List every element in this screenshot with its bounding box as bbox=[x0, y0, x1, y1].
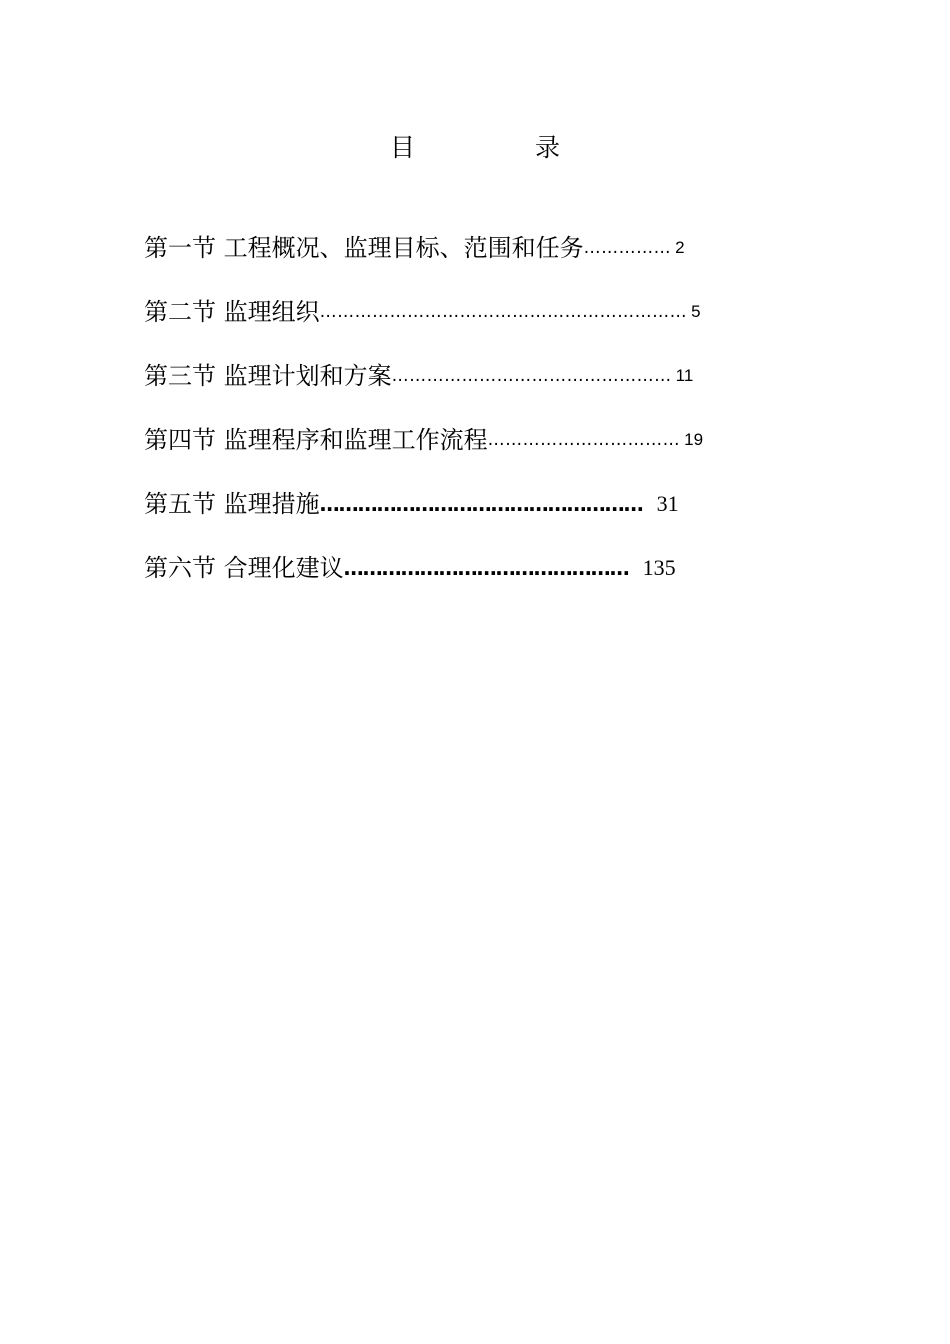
toc-entry-label: 第六节 合理化建议 bbox=[144, 554, 344, 582]
toc-entry-leader: ……………………………………………………… bbox=[319, 302, 688, 322]
toc-entry-page: 11 bbox=[675, 366, 694, 385]
toc-entry-label: 第一节 工程概况、监理目标、范围和任务 bbox=[144, 234, 584, 262]
toc-entry[interactable] bbox=[144, 292, 701, 332]
toc-entry-page: 5 bbox=[691, 302, 701, 321]
toc-entry-leader: …………………………………………… bbox=[319, 492, 643, 516]
toc-entry-label: 第二节 监理组织 bbox=[144, 298, 320, 326]
toc-entry-page: 135 bbox=[642, 555, 676, 580]
toc-entry[interactable] bbox=[144, 228, 685, 268]
toc-entry-label: 第三节 监理计划和方案 bbox=[144, 362, 392, 390]
toc-entry[interactable] bbox=[144, 548, 676, 588]
toc-entry[interactable] bbox=[144, 420, 703, 460]
toc-entry-page: 19 bbox=[684, 430, 704, 449]
toc-entry-leader: ………………………………………… bbox=[391, 366, 672, 386]
toc-entry-leader: …………… bbox=[583, 238, 672, 258]
toc-entry-label: 第五节 监理措施 bbox=[144, 490, 320, 518]
toc-entry-label: 第四节 监理程序和监理工作流程 bbox=[144, 426, 488, 454]
toc-entry-leader: ……………………………………… bbox=[343, 556, 629, 580]
toc-entry[interactable] bbox=[144, 484, 679, 524]
toc-entry-page: 31 bbox=[656, 491, 679, 516]
toc-entry-page: 2 bbox=[675, 238, 685, 257]
toc-entry-leader: …………………………… bbox=[487, 430, 681, 450]
toc-title: 目 录 bbox=[390, 133, 616, 162]
toc-entry[interactable] bbox=[144, 356, 693, 396]
